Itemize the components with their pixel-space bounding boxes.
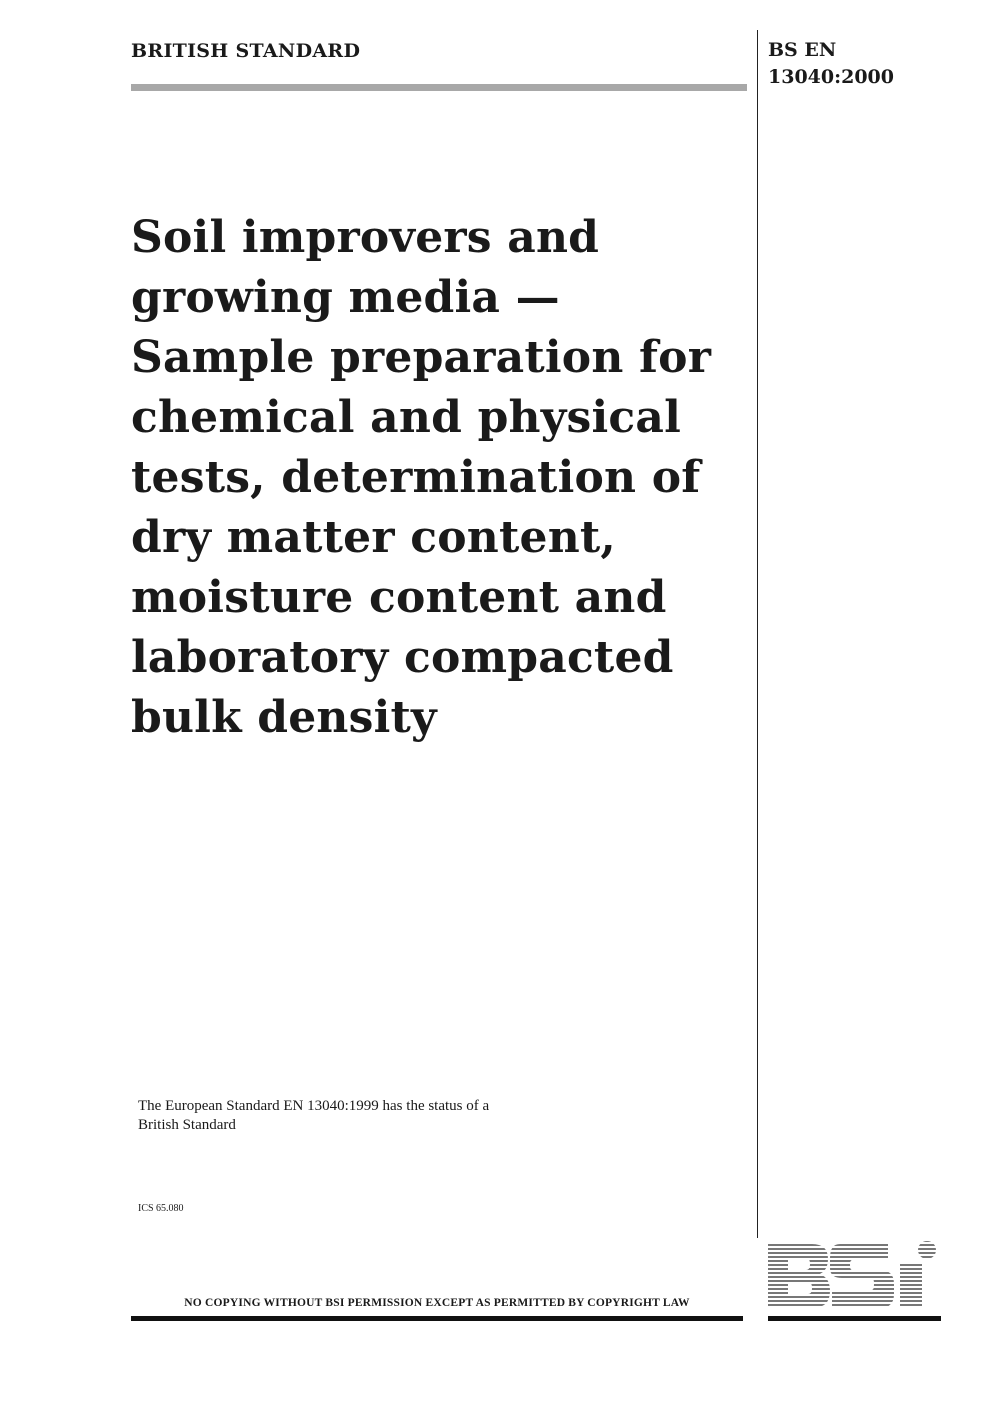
status-statement: [138, 1097, 489, 1135]
ics-code: ICS 65.080: [138, 1203, 184, 1214]
status-line: British Standard: [138, 1117, 236, 1133]
standard-number-prefix: BS EN: [768, 39, 837, 61]
title-line: Soil improvers and: [131, 212, 600, 263]
document-type-label: BRITISH STANDARD: [131, 40, 361, 62]
standard-number-code: 13040:2000: [768, 66, 894, 88]
title-line: Sample preparation for: [131, 332, 712, 383]
title-line: chemical and physical: [131, 392, 681, 443]
status-line: The European Standard EN 13040:1999 has the status of a: [138, 1098, 490, 1114]
title-line: moisture content and: [131, 572, 667, 623]
copyright-notice: NO COPYING WITHOUT BSI PERMISSION EXCEPT AS PERMITTED BY COPYRIGHT LAW: [184, 1297, 690, 1309]
title-line: bulk density: [131, 692, 437, 743]
document-title: [131, 208, 741, 748]
bottom-divider-left: [131, 1316, 743, 1321]
title-line: laboratory compacted: [131, 632, 674, 683]
title-line: dry matter content,: [131, 512, 616, 563]
title-line: growing media —: [131, 272, 560, 323]
standard-number: [768, 37, 894, 91]
bottom-divider-right: [768, 1316, 941, 1321]
title-line: tests, determination of: [131, 452, 701, 503]
bsi-logo-icon: [768, 1240, 942, 1312]
vertical-divider: [757, 30, 758, 1238]
top-divider: [131, 84, 747, 91]
